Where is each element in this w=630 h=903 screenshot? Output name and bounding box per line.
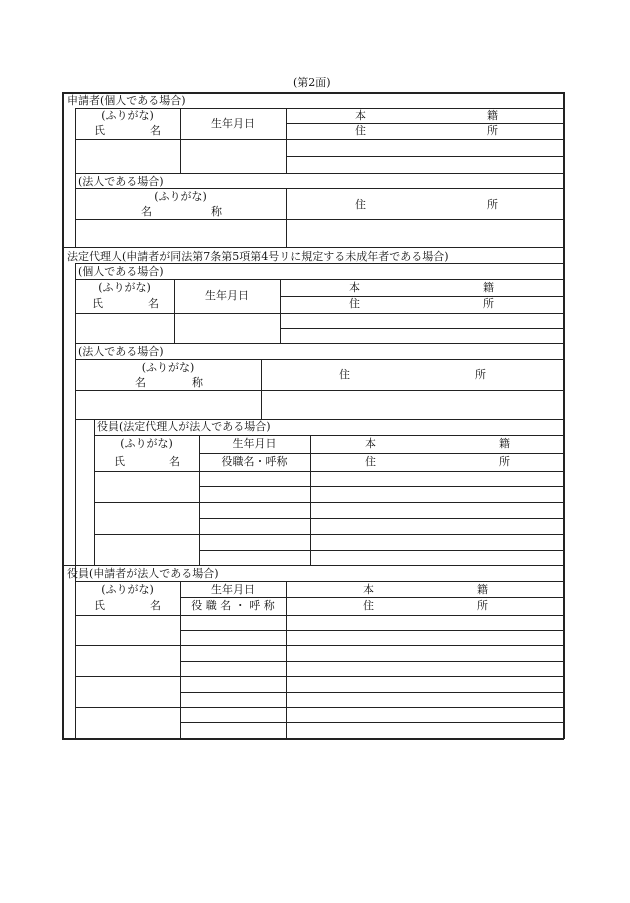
officers-address-label: 住 所 [363, 599, 488, 612]
legal-rep-furigana-label: (ふりがな) [98, 281, 151, 294]
applicant-corp-name-label: 名 称 [141, 205, 222, 218]
officer-row-4[interactable] [76, 708, 563, 738]
officers-heading: 役員(申請者が法人である場合) [67, 567, 219, 580]
legal-rep-officers-honseki-label: 本 籍 [365, 437, 510, 450]
legal-rep-honseki-label: 本 籍 [349, 281, 494, 294]
applicant-birthdate-label: 生年月日 [211, 117, 255, 130]
row-rule [62, 565, 564, 566]
legal-rep-corp-furigana-label: (ふりがな) [141, 361, 195, 374]
applicant-furigana-label: (ふりがな) [101, 109, 154, 122]
legal-rep-corp-name-label: 名 称 [135, 376, 203, 389]
legal-rep-corp-address-field[interactable] [262, 391, 563, 418]
officers-name-label: 氏 名 [94, 599, 161, 612]
applicant-corp-address-label: 住 所 [355, 198, 498, 211]
applicant-honseki-label: 本 籍 [355, 109, 498, 122]
row-rule [75, 188, 564, 189]
officers-position-label: 役 職 名 ・ 呼 称 [191, 599, 275, 612]
legal-rep-officers-heading: 役員(法定代理人が法人である場合) [97, 420, 271, 433]
legal-rep-officers-birthdate-label: 生年月日 [232, 437, 277, 450]
row-rule [62, 247, 564, 248]
officers-birthdate-label: 生年月日 [211, 583, 255, 596]
legal-rep-officers-furigana-label: (ふりがな) [120, 437, 173, 450]
legal-rep-birthdate-field[interactable] [175, 313, 279, 343]
border-bottom [62, 738, 564, 740]
officer-row-3[interactable] [76, 677, 563, 707]
officers-honseki-label: 本 籍 [363, 583, 488, 596]
legal-rep-address-field[interactable] [281, 328, 563, 343]
applicant-corp-furigana-label: (ふりがな) [154, 190, 207, 203]
legal-rep-birthdate-label: 生年月日 [205, 289, 249, 302]
row-rule [199, 453, 564, 454]
legal-rep-name-field[interactable] [76, 313, 173, 343]
applicant-honseki-field[interactable] [287, 139, 563, 155]
row-rule [75, 173, 564, 174]
legal-rep-officers-name-label: 氏 名 [114, 455, 180, 468]
applicant-corp-heading: (法人である場合) [78, 175, 164, 188]
page-label: (第2面) [293, 76, 331, 89]
officer-row-1[interactable] [76, 615, 563, 645]
row-rule [180, 597, 564, 598]
applicant-corp-address-field[interactable] [287, 220, 563, 247]
legal-rep-heading: 法定代理人(申請者が同法第7条第5項第4号リに規定する未成年者である場合) [67, 250, 449, 263]
legal-rep-name-label: 氏 名 [92, 297, 159, 310]
legal-rep-officers-address-label: 住 所 [365, 455, 510, 468]
legal-rep-officer-row-1[interactable] [95, 471, 563, 502]
legal-rep-officer-row-2[interactable] [95, 503, 563, 534]
legal-rep-corp-heading: (法人である場合) [78, 345, 164, 358]
applicant-address-field[interactable] [287, 156, 563, 173]
applicant-name-label: 氏 名 [94, 124, 161, 137]
officer-row-2[interactable] [76, 646, 563, 676]
applicant-heading: 申請者(個人である場合) [67, 94, 186, 107]
legal-rep-address-label: 住 所 [349, 297, 494, 310]
row-rule [75, 279, 564, 280]
border-right [563, 92, 565, 739]
row-rule [75, 581, 564, 582]
legal-rep-officers-position-label: 役職名・呼称 [221, 455, 288, 468]
applicant-birthdate-field[interactable] [181, 139, 285, 173]
border-left [62, 92, 64, 739]
legal-rep-corp-name-field[interactable] [76, 391, 260, 418]
legal-rep-officer-row-3[interactable] [95, 535, 563, 565]
row-rule [75, 343, 564, 344]
legal-rep-corp-address-label: 住 所 [339, 368, 486, 381]
row-rule [75, 359, 564, 360]
applicant-address-label: 住 所 [355, 124, 498, 137]
officers-furigana-label: (ふりがな) [101, 583, 154, 596]
row-rule [75, 263, 564, 264]
legal-rep-honseki-field[interactable] [281, 313, 563, 327]
applicant-name-field[interactable] [76, 139, 179, 173]
row-rule [94, 435, 564, 436]
applicant-corp-name-field[interactable] [76, 220, 285, 247]
legal-rep-individual-heading: (個人である場合) [78, 265, 164, 278]
